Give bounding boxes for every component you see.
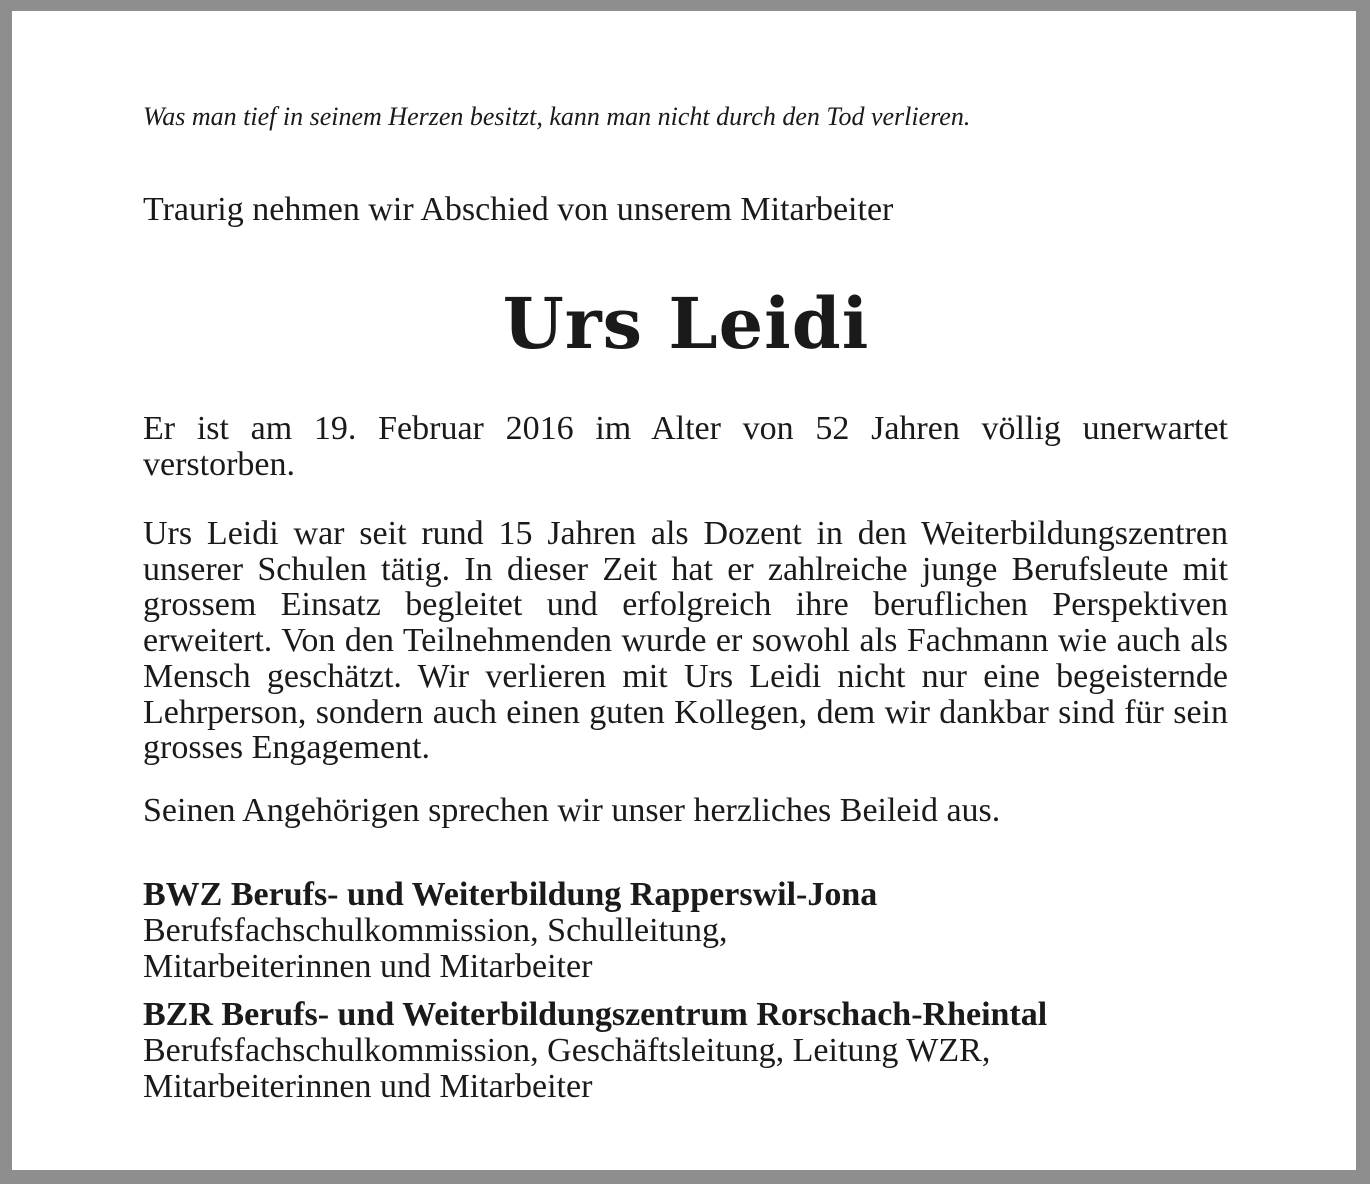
organization-line: Mitarbeiterinnen und Mitarbeiter [143,948,593,985]
deceased-name: Urs Leidi [502,282,870,365]
paragraph-death-notice: Er ist am 19. Februar 2016 im Alter von 52 Jahren völlig unerwartet verstorben. [143,410,1228,483]
paragraph-condolences: Seinen Angehörigen sprechen wir unser herzliches Beileid aus. [143,792,1001,829]
organization-line: Mitarbeiterinnen und Mitarbeiter [143,1068,593,1105]
organization-line: Berufsfachschulkommission, Geschäftsleitung, Leitung WZR, [143,1032,991,1069]
obituary-page [12,11,1356,1170]
organization-name: BZR Berufs- und Weiterbildungszentrum Rorschach-Rheintal [143,996,1048,1033]
intro-text: Traurig nehmen wir Abschied von unserem Mitarbeiter [143,191,894,228]
organization-bwz [143,877,877,985]
motto-quote: Was man tief in seinem Herzen besitzt, kann man nicht durch den Tod verlieren. [143,102,971,131]
organization-bzr [143,997,1047,1105]
organization-line: Berufsfachschulkommission, Schulleitung, [143,912,728,949]
paragraph-tribute: Urs Leidi war seit rund 15 Jahren als Dozent in den Weiterbildungszentren unserer Schulen tätig. In dieser Zeit hat er zahlreiche junge Berufsleute mit grossem Einsatz begleitet und erfolgreich ihre beruflichen Perspektiven erweitert. Von den Teilnehmenden wurde er sowohl als Fachmann wie auch als Mensch geschätzt. Wir verlieren mit Urs Leidi nicht nur eine begeisternde Lehrperson, sondern auch einen guten Kollegen, dem wir dankbar sind für sein grosses Engagement. [143,515,1228,767]
organization-name: BWZ Berufs- und Weiterbildung Rapperswil-Jona [143,876,878,913]
